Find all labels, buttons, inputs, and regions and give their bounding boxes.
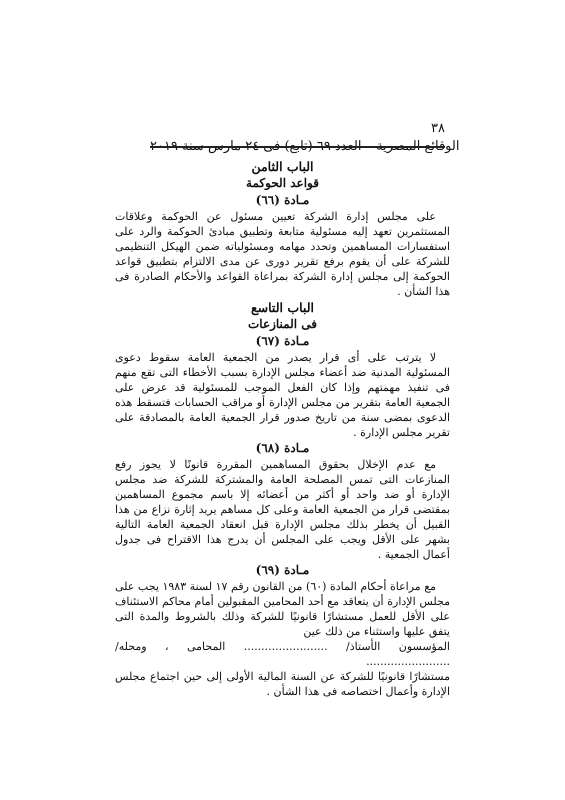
part-nine-title: الباب التاسع	[251, 300, 314, 315]
article-69-heading: مـادة (٦٩)	[255, 563, 310, 577]
article-68-heading: مـادة (٦٨)	[255, 441, 310, 455]
article-67-heading: مـادة (٦٧)	[255, 334, 310, 348]
page-number: ٣٨	[431, 121, 445, 136]
article-66-text: على مجلس إدارة الشركة تعيين مسئول عن الحوكمة وعلاقات المستثمرين تعهد إليه مسئولية متابعة وتطبيق مبادئ الحوكمة والرد على استفسارات المساهمين وتحدد مهامه ومسئولياته ضمن الهيكل التنظيمى للشركة على أن يقوم برفع تقرير دورى عن مدى الالتزام بتطبيق قواعد الحوكمة إلى مجلس إدارة الشركة بمراعاة القواعد والأحكام الصادرة فى هذا الشأن .	[115, 210, 450, 298]
article-66-heading: مـادة (٦٦)	[255, 193, 310, 207]
gazette-title: الوقائع المصرية – العدد ٦٩ (تابع) فى ٢٤ مارس سنة ٢٠١٩	[150, 139, 460, 154]
part-eight-title: الباب الثامن	[251, 159, 314, 174]
article-69-text-2: المؤسسون الأستاذ/ ........................ المحامى ، ومحله/ ........................	[115, 640, 450, 668]
article-69-text-1: مع مراعاة أحكام المادة (٦٠) من القانون رقم ١٧ لسنة ١٩٨٣ يجب على مجلس الإدارة أن يتعاقد مع أحد المحامين المقبولين أمام محاكم الاستئناف على الأقل للعمل مستشارًا قانونيًا للشركة وذلك بالشروط والمدة التى يتفق عليها واستثناء من ذلك عين	[115, 580, 450, 638]
part-eight-subtitle: قواعد الحوكمة	[246, 176, 319, 190]
article-68-text: مع عدم الإخلال بحقوق المساهمين المقررة قانونًا لا يجوز رفع المنازعات التى تمس المصلحة العامة والمشتركة للشركة ضد مجلس الإدارة أو ضد واحد أو أكثر من أعضائه إلا باسم مجموع المساهمين بمقتضى قرار من الجمعية العامة وعلى كل مساهم يريد إثارة نزاع من هذا القبيل أن يخطر بذلك مجلس الإدارة قبل انعقاد الجمعية العامة التالية بشهر على الأقل ويجب على المجلس أن يدرج هذا الاقتراح فى جدول أعمال الجمعية .	[115, 458, 450, 561]
page-header	[150, 120, 460, 156]
document-body	[115, 158, 450, 699]
article-69-text-3: مستشارًا قانونيًا للشركة عن السنة المالية الأولى إلى حين اجتماع مجلس الإدارة وأعمال اختصاصه فى هذا الشأن .	[115, 670, 450, 698]
part-nine-subtitle: فى المنازعات	[247, 317, 318, 331]
header-divider	[150, 146, 445, 148]
article-67-text: لا يترتب على أى قرار يصدر من الجمعية العامة سقوط دعوى المسئولية المدنية ضد أعضاء مجلس الإدارة بسبب الأخطاء التى تقع منهم فى تنفيذ مهمتهم وإذا كان الفعل الموجب للمسئولية قد عرض على الجمعية العامة بتقرير من مجلس الإدارة أو مراقب الحسابات فتسقط هذه الدعوى بمضى سنة من تاريخ صدور قرار الجمعية العامة بالمصادقة على تقرير مجلس الإدارة .	[115, 351, 450, 439]
